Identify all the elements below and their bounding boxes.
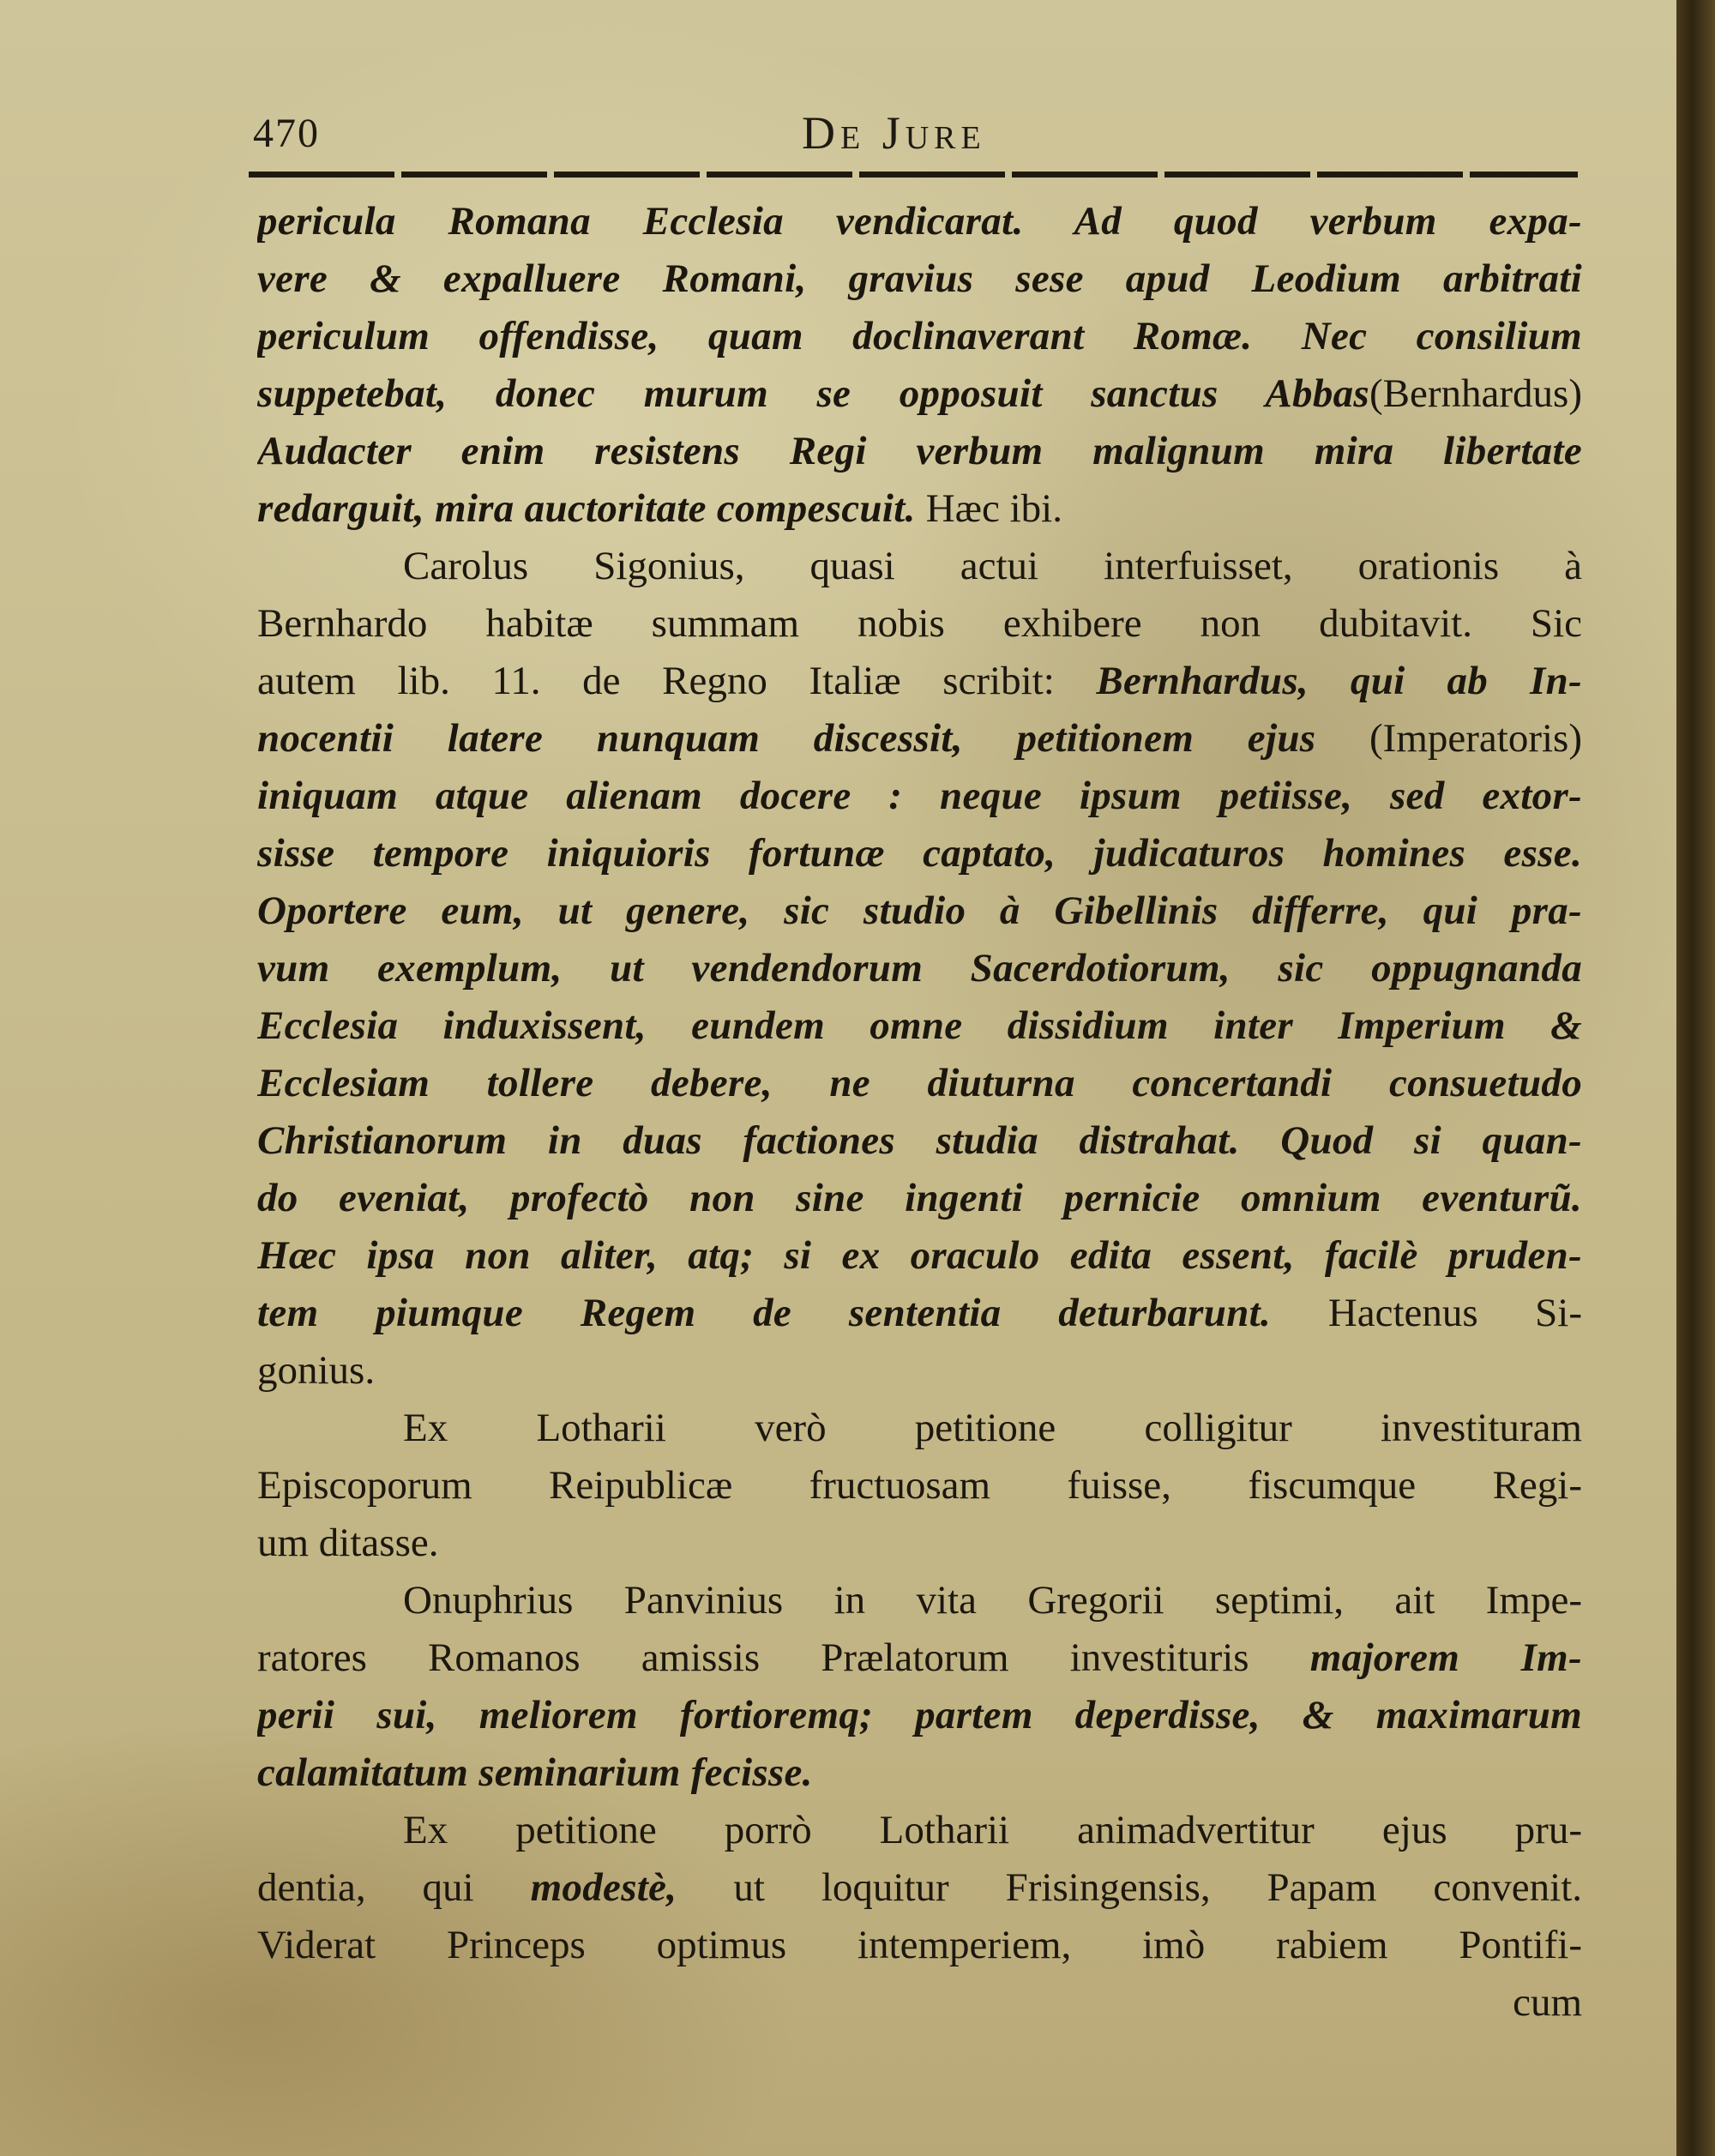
italic-text: vum exemplum, ut vendendorum Sacerdotiorum, sic oppugnanda: [257, 946, 1582, 991]
italic-text: vere & expalluere Romani, gravius sese apud Leodium arbitrati: [257, 256, 1582, 301]
roman-text: Viderat Princeps optimus intemperiem, imò rabiem Pontifi-: [257, 1923, 1582, 1967]
roman-text: Onuphrius Panvinius in vita Gregorii septimi, ait Impe-: [403, 1578, 1582, 1623]
text-line: [257, 1112, 1582, 1170]
text-line: [257, 768, 1582, 825]
text-line: [257, 480, 1582, 538]
text-line: [257, 1629, 1582, 1687]
roman-text: Bernhardo habitæ summam nobis exhibere non dubitavit. Sic: [257, 601, 1582, 646]
italic-text: Audacter enim resistens Regi verbum malignum mira libertate: [257, 429, 1582, 473]
text-line: [257, 538, 1582, 595]
text-line: [257, 423, 1582, 480]
italic-text: Oportere eum, ut genere, sic studio à Gibellinis differre, qui pra-: [257, 888, 1582, 933]
italic-text: sisse tempore iniquioris fortunæ captato, judicaturos homines esse.: [257, 831, 1582, 876]
text-line: [257, 1974, 1582, 2032]
text-line: [257, 1055, 1582, 1112]
italic-text: Hæc ipsa non aliter, atq; si ex oraculo edita essent, facilè pruden-: [257, 1233, 1582, 1278]
italic-text: Christianorum in duas factiones studia distrahat. Quod si quan-: [257, 1118, 1582, 1163]
italic-text: pericula Romana Ecclesia vendicarat. Ad quod verbum expa-: [257, 199, 1582, 244]
text-line: [257, 1515, 1582, 1572]
text-line: [257, 1170, 1582, 1227]
italic-text: iniquam atque alienam docere : neque ipsum petiisse, sed extor-: [257, 774, 1582, 818]
text-line: [257, 1342, 1582, 1400]
italic-text: calamitatum seminarium fecisse.: [257, 1750, 813, 1795]
text-line: [257, 1687, 1582, 1744]
running-title: De Jure: [802, 107, 986, 159]
italic-text: suppetebat, donec murum se opposuit sanctus Abbas: [257, 371, 1370, 416]
page-edge: [1676, 0, 1715, 2156]
roman-text: dentia, qui: [257, 1865, 531, 1910]
roman-text: Episcoporum Reipublicæ fructuosam fuisse, fiscumque Regi-: [257, 1463, 1582, 1508]
italic-text: tem piumque Regem de sententia deturbarunt.: [257, 1291, 1328, 1335]
text-line: [257, 1744, 1582, 1802]
italic-text: perii sui, meliorem fortioremq; partem deperdisse, & maximarum: [257, 1693, 1582, 1737]
italic-text: Bernhardus, qui ab In-: [1096, 659, 1582, 703]
italic-text: redarguit, mira auctoritate compescuit.: [257, 486, 926, 531]
text-line: [257, 595, 1582, 653]
text-line: [257, 1802, 1582, 1859]
roman-text: gonius.: [257, 1348, 376, 1393]
roman-text: Ex Lotharii verò petitione colligitur investituram: [403, 1406, 1582, 1450]
italic-text: periculum offendisse, quam doclinaverant Romæ. Nec consilium: [257, 314, 1582, 358]
text-line: [257, 997, 1582, 1055]
body-text: [257, 193, 1582, 2032]
italic-text: majorem Im-: [1309, 1635, 1582, 1680]
roman-text: (Imperatoris): [1369, 716, 1582, 761]
text-line: [257, 250, 1582, 308]
text-line: [257, 1227, 1582, 1285]
text-line: [257, 825, 1582, 882]
roman-text: Hactenus Si-: [1327, 1291, 1582, 1335]
text-line: [257, 710, 1582, 768]
text-line: [257, 1285, 1582, 1342]
text-line: [257, 193, 1582, 250]
text-line: [257, 653, 1582, 710]
text-line: [257, 1457, 1582, 1515]
italic-text: Ecclesia induxissent, eundem omne dissidium inter Imperium &: [257, 1003, 1582, 1048]
roman-text: (Bernhardus): [1369, 371, 1582, 416]
header-rule: [249, 172, 1578, 178]
text-line: [257, 1917, 1582, 1974]
text-line: [257, 940, 1582, 997]
text-line: [257, 1859, 1582, 1917]
roman-text: Hæc ibi.: [925, 486, 1062, 531]
text-line: [257, 882, 1582, 940]
text-line: [257, 1400, 1582, 1457]
roman-text: ut loquitur Frisingensis, Papam convenit.: [677, 1865, 1582, 1910]
text-line: [257, 308, 1582, 365]
page-number: 470: [253, 111, 320, 156]
roman-text: Carolus Sigonius, quasi actui interfuisset, orationis à: [403, 544, 1582, 588]
roman-text: autem lib. 11. de Regno Italiæ scribit:: [257, 659, 1097, 703]
roman-text: Ex petitione porrò Lotharii animadvertitur ejus pru-: [403, 1808, 1582, 1852]
text-line: [257, 1572, 1582, 1629]
roman-text: ratores Romanos amissis Prælatorum investituris: [257, 1635, 1310, 1680]
text-line: [257, 365, 1582, 423]
italic-text: Ecclesiam tollere debere, ne diuturna concertandi consuetudo: [257, 1061, 1582, 1105]
italic-text: modestè,: [530, 1865, 677, 1910]
page-header: [253, 107, 1578, 178]
italic-text: do eveniat, profectò non sine ingenti pernicie omnium eventurũ.: [257, 1176, 1582, 1220]
roman-text: cum: [1513, 1980, 1582, 2025]
italic-text: nocentii latere nunquam discessit, petitionem ejus: [257, 716, 1370, 761]
roman-text: um ditasse.: [257, 1521, 439, 1565]
